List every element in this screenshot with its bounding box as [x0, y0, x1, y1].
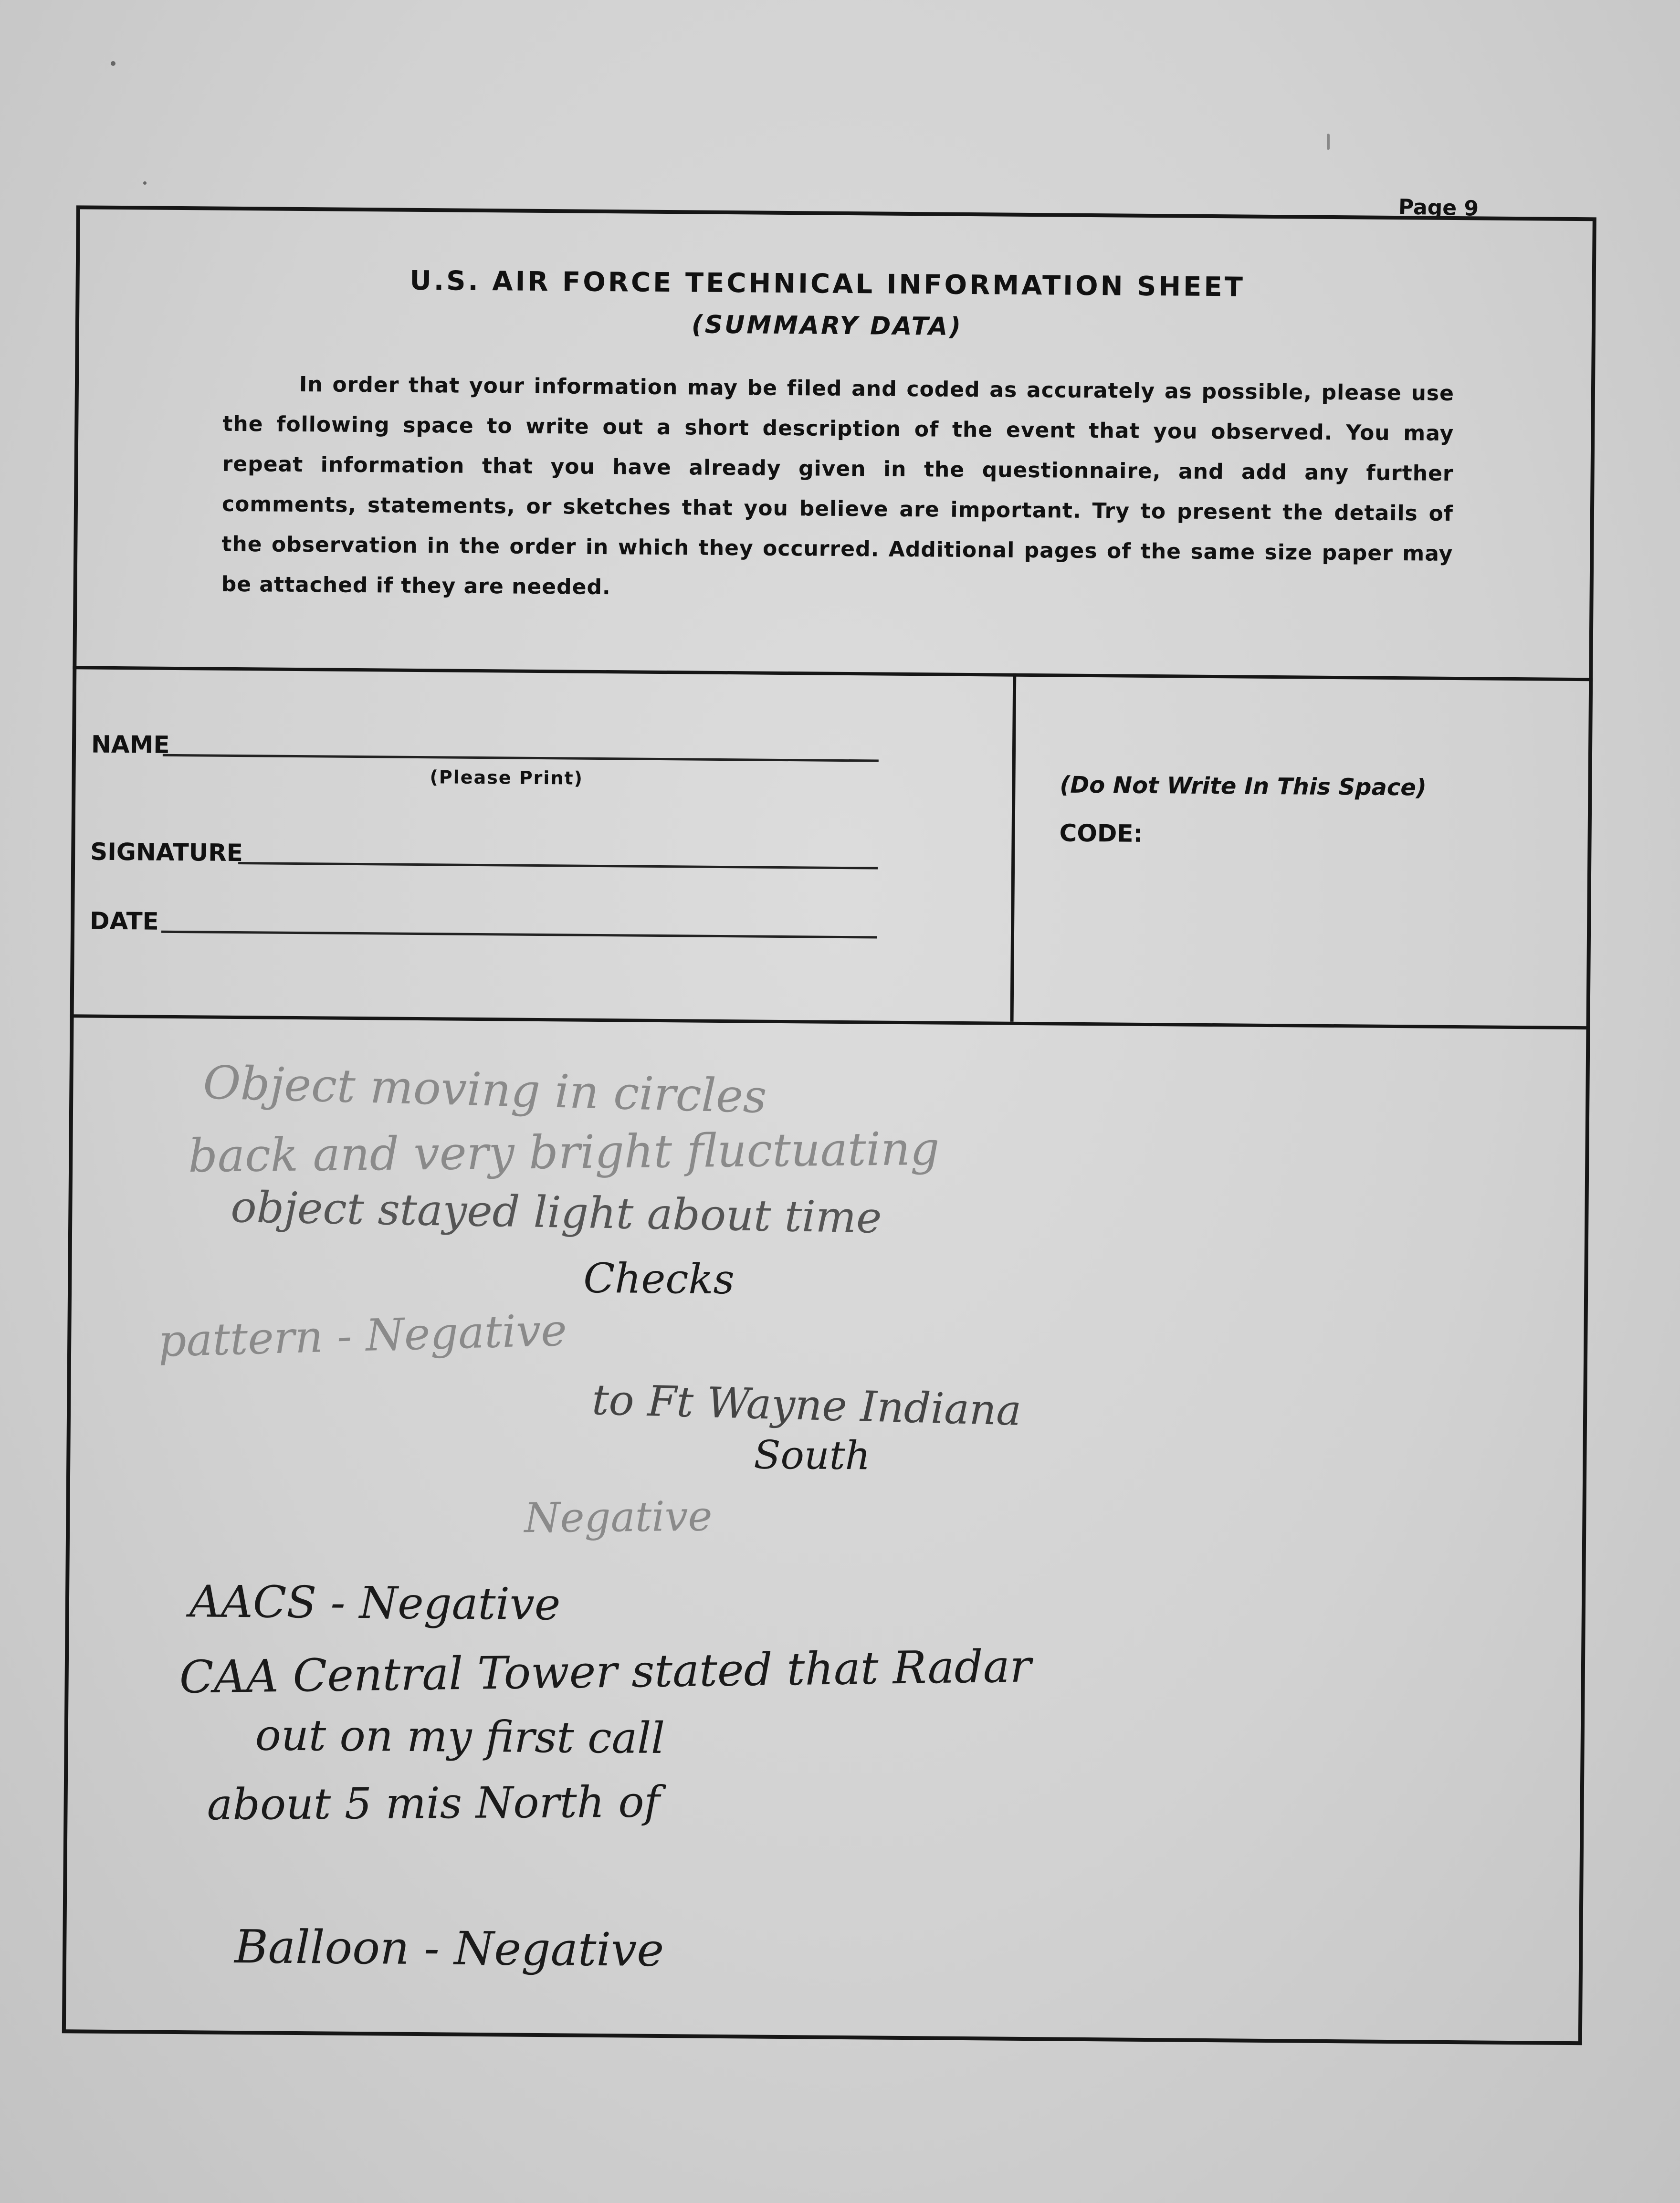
speck: [1327, 134, 1330, 150]
handwritten-line: Balloon - Negative: [234, 1920, 664, 1977]
handwritten-line: Object moving in circles: [202, 1056, 767, 1124]
speck: [143, 181, 147, 185]
handwritten-line: to Ft Wayne Indiana: [591, 1375, 1022, 1435]
date-label: DATE: [89, 907, 159, 935]
handwritten-line: back and very bright fluctuating: [188, 1122, 940, 1183]
code-label: CODE:: [1059, 819, 1143, 848]
speck: [111, 61, 116, 66]
form-instructions: In order that your information may be filed and coded as accurately as possible, please use the following space to write out a short description of the event that you observed. You may repeat information that you have already given in the questionnaire, and add any further comments, statements, or sketches that you believe are important. Try to present the details of the observation in the order in which they occurred. Additional pages of the same size paper may be attached if they are needed.: [221, 372, 1455, 600]
office-use-note: (Do Not Write In This Space): [1060, 771, 1427, 801]
form-title: U.S. AIR FORCE TECHNICAL INFORMATION SHEET: [410, 265, 1246, 303]
handwritten-line: Checks: [583, 1254, 735, 1304]
handwritten-line: about 5 mis North of: [207, 1777, 661, 1830]
handwritten-line: pattern - Negative: [158, 1304, 568, 1367]
page-number: Page 9: [1398, 195, 1479, 221]
technical-information-sheet: [43, 200, 1599, 2040]
handwritten-line: out on my first call: [255, 1710, 665, 1764]
signature-label: SIGNATURE: [90, 838, 243, 867]
form-subtitle: (SUMMARY DATA): [691, 310, 963, 341]
handwritten-line: South: [754, 1432, 871, 1479]
handwritten-line: Negative: [524, 1492, 713, 1542]
handwritten-line: AACS - Negative: [189, 1576, 561, 1630]
handwritten-line: CAA Central Tower stated that Radar: [179, 1640, 1032, 1704]
handwritten-line: object stayed light about time: [230, 1182, 882, 1243]
please-print-hint: (Please Print): [430, 766, 584, 789]
name-label: NAME: [91, 730, 170, 759]
